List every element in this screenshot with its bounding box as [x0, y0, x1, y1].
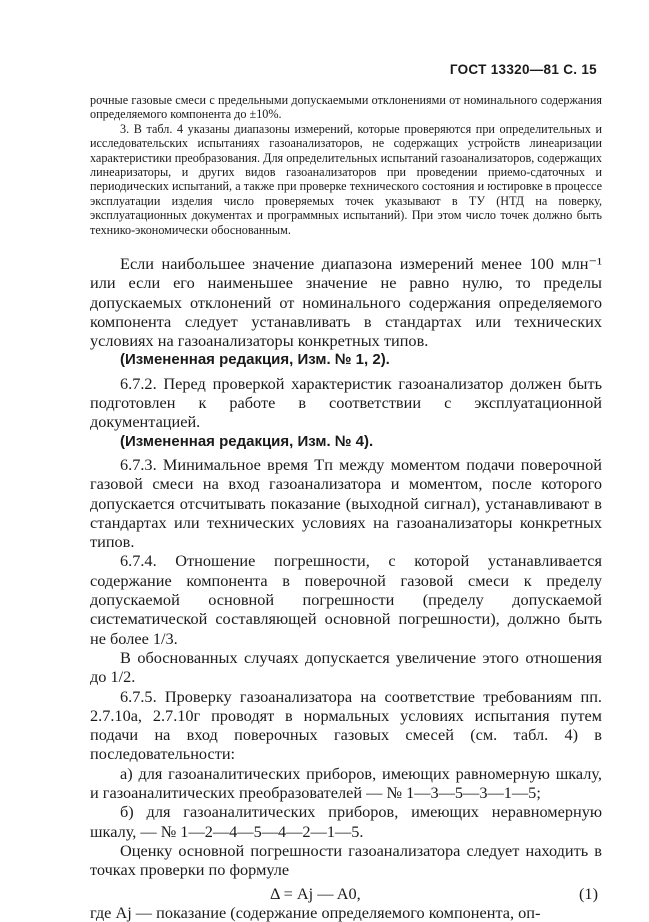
formula-explanation: где Aj — показание (содержание определяемого компонента, оп-: [90, 902, 541, 922]
paragraph-6-7-4: 6.7.4. Отношение погрешности, с которой устанавливается содержание компонента в поверочной газовой смеси к пределу допускаемой основной погрешности (пределу допускаемой систематической составляющей основной погрешности), должно быть не более 1/3.: [90, 551, 602, 648]
formula-expression: Δ = Aj — A0,: [270, 883, 361, 903]
small-paragraph-continuation: рочные газовые смеси с предельными допускаемыми отклонениями от номинального содержания определяемого компонента до ±10%.: [90, 93, 602, 122]
paragraph-6-7-3: 6.7.3. Минимальное время Tп между моментом подачи поверочной газовой смеси на вход газоанализатора и моментом, после которого допускается отсчитывать показание (выходной сигнал), устанавливают в стандартах или технических условиях на газоанализаторы конкретных типов.: [90, 454, 602, 552]
list-item-b: б) для газоаналитических приборов, имеющих неравномерную шкалу, — № 1—2—4—5—4—2—1—5.: [90, 802, 602, 841]
main-text-block: [90, 254, 602, 922]
paragraph-range-note: Если наибольшее значение диапазона измерений менее 100 млн⁻¹ или если его наименьшее значение не равно нулю, то пределы допускаемых отклонений от номинального содержания определяемого компонента следует устанавливать в стандартах или технических условиях на газоанализаторы конкретных типов.: [90, 254, 602, 351]
small-paragraph-item-3: 3. В табл. 4 указаны диапазоны измерений, которые проверяются при определительных и исследовательских испытаниях газоанализаторов, не содержащих устройств линеаризации характеристики преобразования. Для определительных испытаний газоанализаторов, содержащих линеаризаторы, и других видов газоанализаторов при проведении приемо-сдаточных и периодических испытаний, а также при проверке технического состояния и юстировке в процессе эксплуатации изделия число проверяемых точек указывают в ТУ (НТД на поверку, эксплуатационных документах и программных испытаний). При этом число точек должно быть технико-экономически обоснованным.: [90, 121, 602, 237]
page-header: ГОСТ 13320—81 С. 15: [449, 62, 597, 77]
edit-note-4: (Измененная редакция, Изм. № 4).: [120, 432, 374, 450]
list-item-a: а) для газоаналитических приборов, имеющих равномерную шкалу, и газоаналитических преобразователей — № 1—3—5—3—1—5;: [90, 763, 602, 803]
small-print-block: [90, 93, 602, 237]
paragraph-6-7-2: 6.7.2. Перед проверкой характеристик газоанализатор должен быть подготовлен к работе в соответствии с эксплуатационной документацией.: [90, 373, 602, 432]
paragraph-6-7-5: 6.7.5. Проверку газоанализатора на соответствие требованиям пп. 2.7.10а, 2.7.10г проводят в нормальных условиях испытания путем подачи на вход поверочных газовых смесей (см. табл. 4) в последовательности:: [90, 686, 602, 764]
edit-note-1-2: (Измененная редакция, Изм. № 1, 2).: [120, 351, 390, 369]
formula-number: (1): [579, 883, 598, 903]
paragraph-estimate: Оценку основной погрешности газоанализатора следует находить в точках проверки по формуле: [90, 840, 602, 880]
paragraph-justified-cases: В обоснованных случаях допускается увеличение этого отношения до 1/2.: [90, 647, 602, 687]
formula-1: [90, 884, 602, 903]
